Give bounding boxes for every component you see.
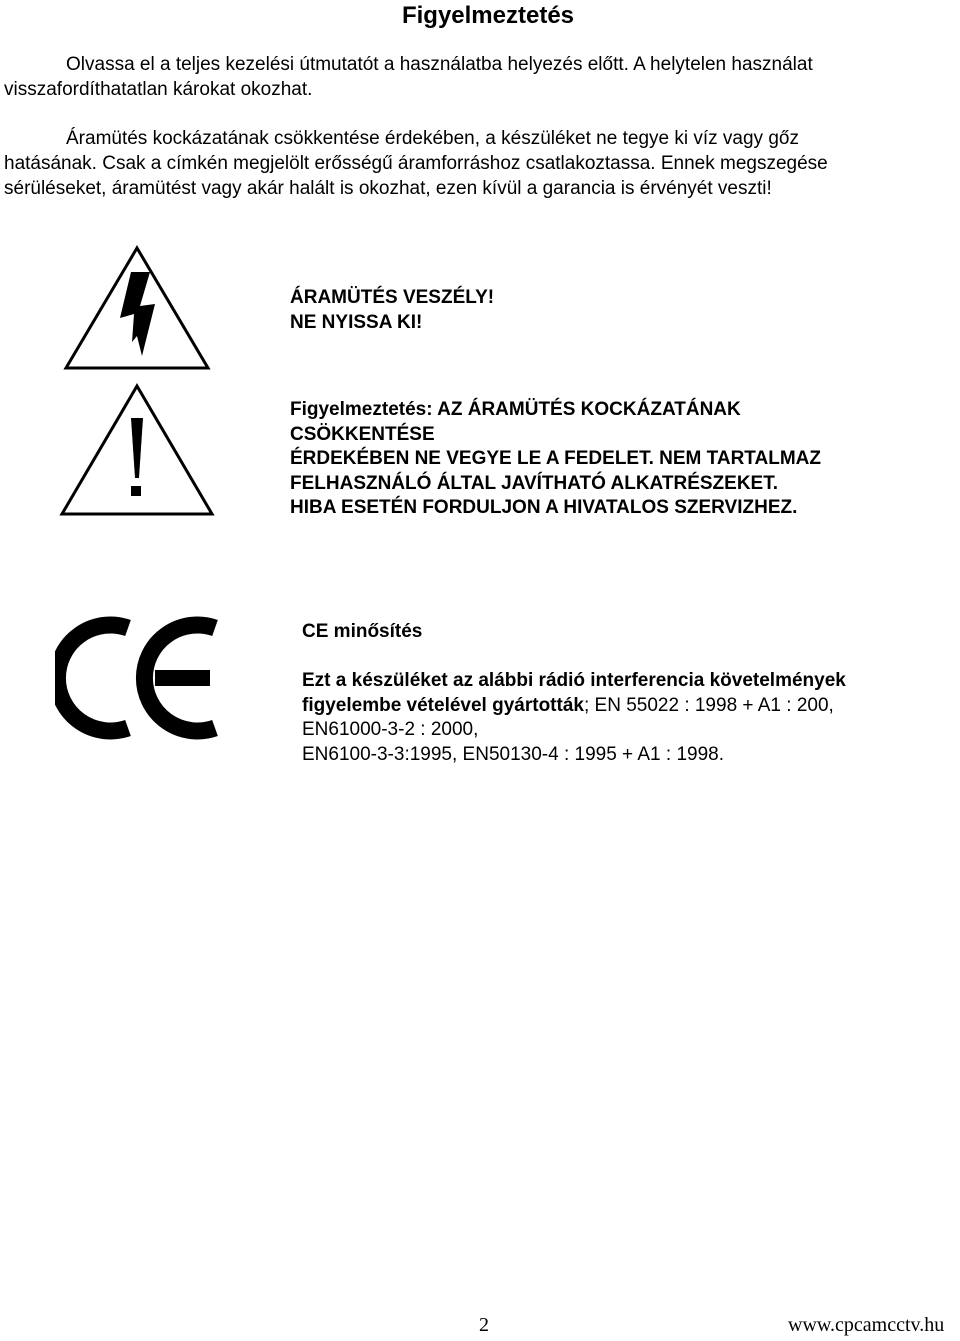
ce-mark-icon	[55, 608, 225, 748]
intro-line-2: visszafordíthatatlan károkat okozhat.	[4, 79, 313, 100]
ce-line-4: EN6100-3-3:1995, EN50130-4 : 1995 + A1 : 1998.	[302, 743, 725, 765]
lightning-warning-icon	[62, 244, 212, 372]
safety-line-1: Áramütés kockázatának csökkentése érdekében, a készüléket ne tegye ki víz vagy gőz	[66, 128, 799, 149]
safety-paragraph	[4, 126, 958, 201]
warning-line-4: FELHASZNÁLÓ ÁLTAL JAVÍTHATÓ ALKATRÉSZEKET.	[290, 472, 778, 494]
ce-heading: CE minősítés	[302, 621, 423, 642]
website-url: www.cpcamcctv.hu	[788, 1314, 945, 1336]
intro-line-1: Olvassa el a teljes kezelési útmutatót a használatba helyezés előtt. A helytelen használat	[66, 54, 813, 75]
page-number: 2	[479, 1314, 489, 1336]
shock-warning-text	[290, 286, 494, 335]
ce-line-2-rest: ; EN 55022 : 1998 + A1 : 200,	[583, 694, 834, 716]
ce-line-1: Ezt a készüléket az alábbi rádió interferencia követelmények	[302, 670, 846, 691]
page-title: Figyelmeztetés	[401, 2, 575, 29]
exclamation-warning-icon	[58, 382, 216, 518]
warning-line-2: CSÖKKENTÉSE	[290, 423, 435, 445]
warning-line-5: HIBA ESETÉN FORDULJON A HIVATALOS SZERVIZHEZ.	[290, 497, 798, 518]
intro-paragraph	[4, 52, 958, 102]
shock-line-1: ÁRAMÜTÉS VESZÉLY!	[290, 287, 495, 308]
ce-line-2-bold: figyelembe vételével gyártották	[302, 694, 584, 716]
shock-line-2: NE NYISSA KI!	[290, 311, 423, 333]
ce-line-2	[302, 694, 846, 719]
warning-line-3: ÉRDEKÉBEN NE VEGYE LE A FEDELET. NEM TARTALMAZ	[290, 448, 821, 469]
ce-line-3: EN61000-3-2 : 2000,	[302, 719, 479, 740]
warning-line-1: Figyelmeztetés: AZ ÁRAMÜTÉS KOCKÁZATÁNAK	[290, 399, 741, 420]
caution-warning-text	[290, 398, 821, 521]
safety-line-2: hatásának. Csak a címkén megjelölt erősségű áramforráshoz csatlakoztassa. Ennek megszegése	[4, 153, 828, 174]
ce-description	[302, 669, 846, 767]
safety-line-3: sérüléseket, áramütést vagy akár halált is okozhat, ezen kívül a garancia is érvényét veszti!	[4, 178, 772, 199]
